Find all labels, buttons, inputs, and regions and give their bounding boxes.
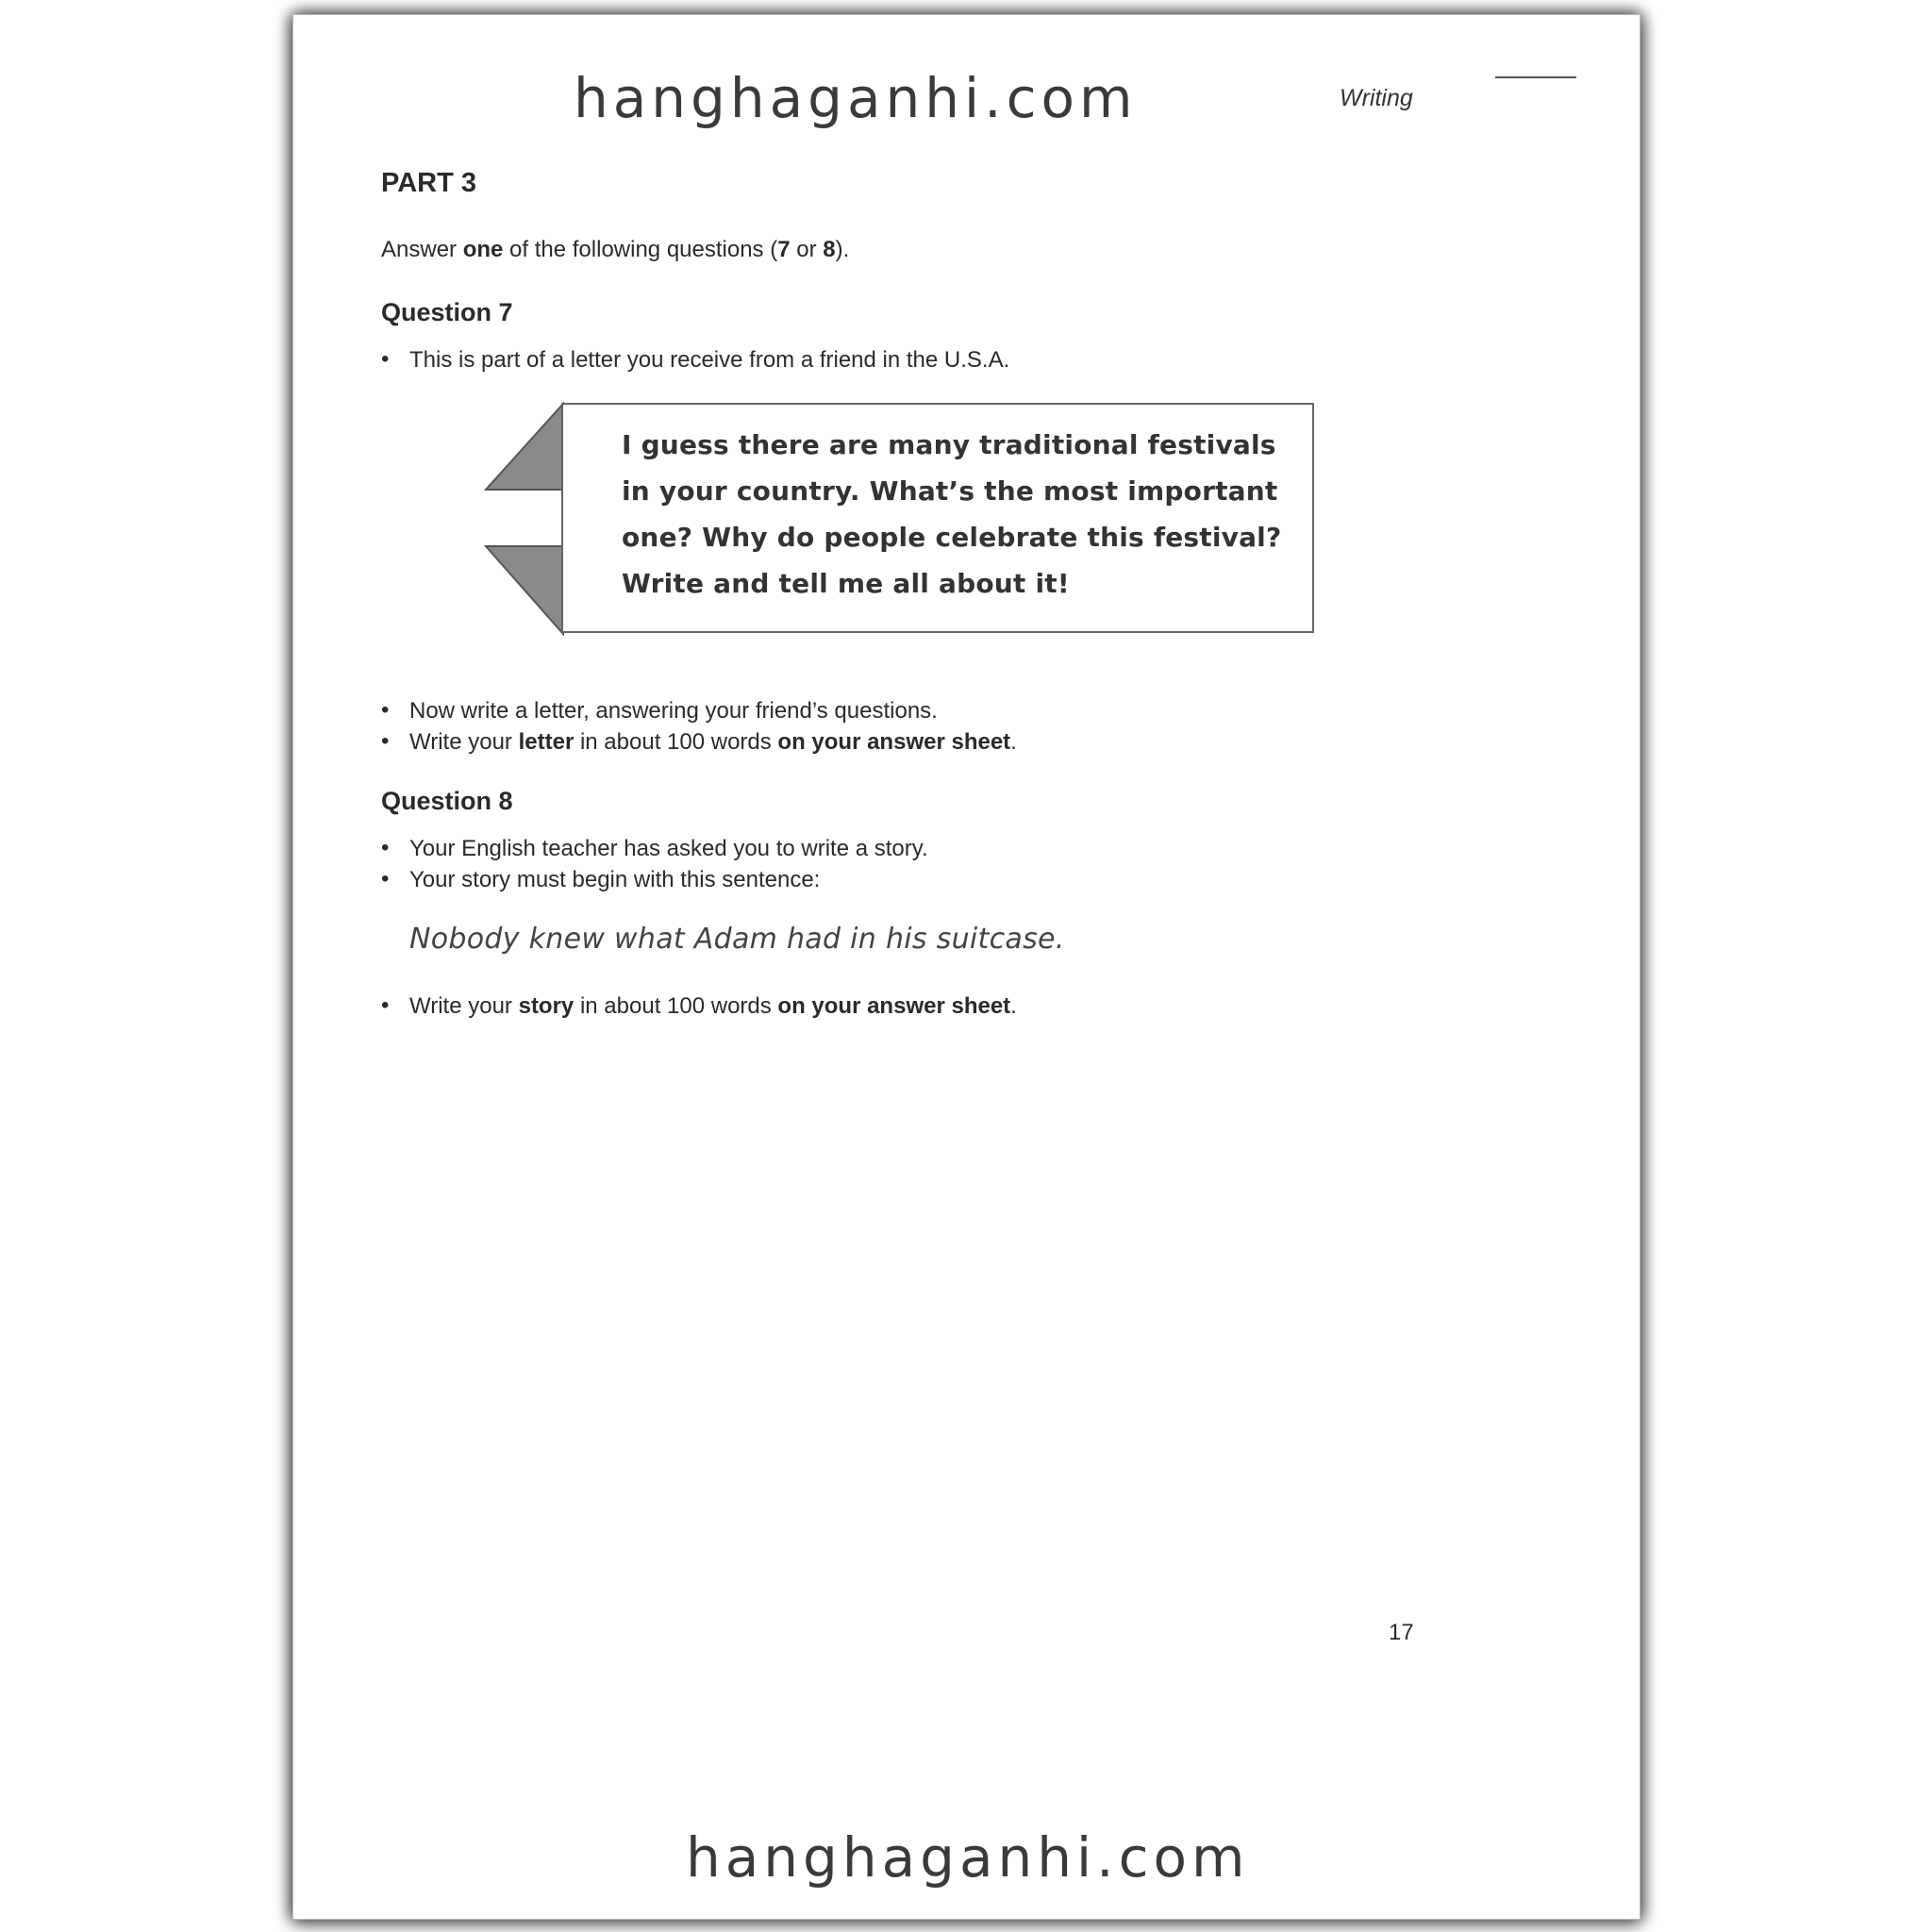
question-8-title: Question 8 xyxy=(381,787,513,815)
letter-box xyxy=(561,403,1314,633)
letter-line: I guess there are many traditional festivals xyxy=(622,429,1276,460)
part-instruction: Answer one of the following questions (7 or 8). xyxy=(381,237,850,262)
part-title: PART 3 xyxy=(381,168,476,198)
letter-text xyxy=(622,422,1301,607)
watermark-bottom: hanghaganhi.com xyxy=(686,1825,1250,1890)
envelope-arrow-icon xyxy=(484,401,569,637)
watermark-top: hanghaganhi.com xyxy=(574,66,1138,130)
q7-bullet-1: • Now write a letter, answering your friend’s questions. xyxy=(381,698,938,724)
q7-intro-bullet: • This is part of a letter you receive from a friend in the U.S.A. xyxy=(381,347,1009,374)
letter-line: in your country. What’s the most important xyxy=(622,475,1278,507)
section-label: Writing xyxy=(1340,85,1413,111)
q7-bullet-2: • Write your letter in about 100 words on your answer sheet. xyxy=(381,729,1017,756)
story-opening-sentence: Nobody knew what Adam had in his suitcase. xyxy=(409,923,1065,956)
letter-line: one? Why do people celebrate this festival? xyxy=(622,522,1282,553)
letter-line: Write and tell me all about it! xyxy=(622,568,1070,599)
q8-bullet-2: • Your story must begin with this sentence: xyxy=(381,867,820,893)
corner-rule xyxy=(1495,76,1576,78)
page-number: 17 xyxy=(1389,1620,1414,1645)
letter-excerpt xyxy=(484,401,1318,637)
question-7-title: Question 7 xyxy=(381,298,513,326)
q8-bullet-3: • Write your story in about 100 words on your answer sheet. xyxy=(381,993,1017,1020)
q8-bullet-1: • Your English teacher has asked you to write a story. xyxy=(381,836,928,862)
